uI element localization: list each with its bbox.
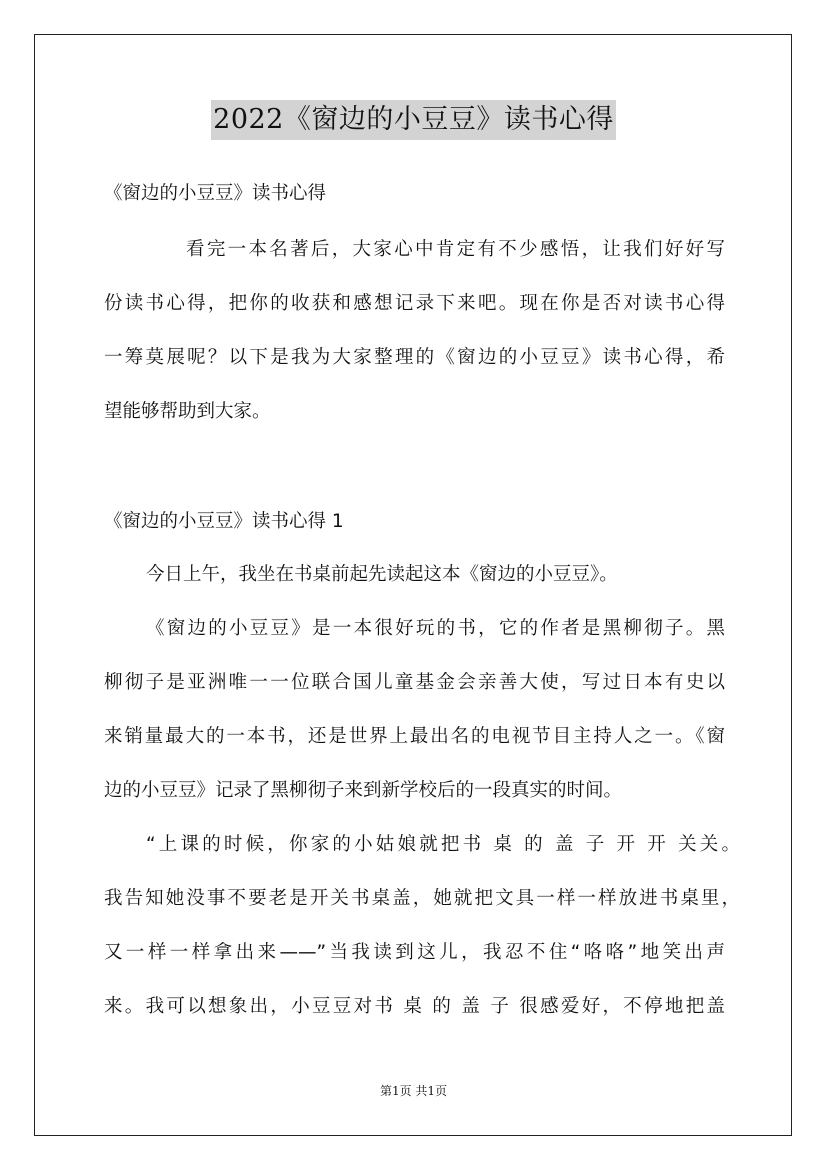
page-footer: 第1页 共1页: [379, 1084, 448, 1098]
subtitle: 《窗边的小豆豆》读书心得: [104, 183, 327, 204]
section-heading: 《窗边的小豆豆》读书心得 1: [104, 511, 344, 532]
intro-line-4: 望能够帮助到大家。: [104, 401, 271, 422]
paragraph-2-line-4: 边的小豆豆》记录了黑柳彻子来到新学校后的一段真实的时间。: [104, 780, 623, 801]
paragraph-3-line-4: 来。我可以想象出，小豆豆对书 桌 的 盖 子 很感爱好，不停地把盖: [104, 996, 725, 1017]
title-container: [0, 100, 827, 140]
intro-line-3: 一筹莫展呢？以下是我为大家整理的《窗边的小豆豆》读书心得，希: [104, 347, 725, 368]
paragraph-2-line-1: 《窗边的小豆豆》是一本很好玩的书，它的作者是黑柳彻子。黑: [146, 618, 725, 639]
document-title: 2022《窗边的小豆豆》读书心得: [211, 100, 616, 140]
paragraph-2-line-3: 来销量最大的一本书，还是世界上最出名的电视节目主持人之一。《窗: [104, 726, 725, 747]
paragraph-3-line-1: “上课的时候，你家的小姑娘就把书 桌 的 盖 子 开 开 关关。: [146, 834, 740, 855]
intro-line-2: 份读书心得，把你的收获和感想记录下来吧。现在你是否对读书心得: [104, 293, 725, 314]
paragraph-1: 今日上午，我坐在书桌前起先读起这本《窗边的小豆豆》。: [146, 564, 618, 585]
paragraph-3-line-2: 我告知她没事不要老是开关书桌盖，她就把文具一样一样放进书桌里，: [104, 888, 740, 909]
paragraph-3-line-3: 又一样一样拿出来——”当我读到这儿，我忍不住“咯咯”地笑出声: [104, 942, 725, 963]
intro-line-1: 看完一本名著后，大家心中肯定有不少感悟，让我们好好写: [186, 239, 725, 260]
paragraph-2-line-2: 柳彻子是亚洲唯一一位联合国儿童基金会亲善大使，写过日本有史以: [104, 672, 725, 693]
